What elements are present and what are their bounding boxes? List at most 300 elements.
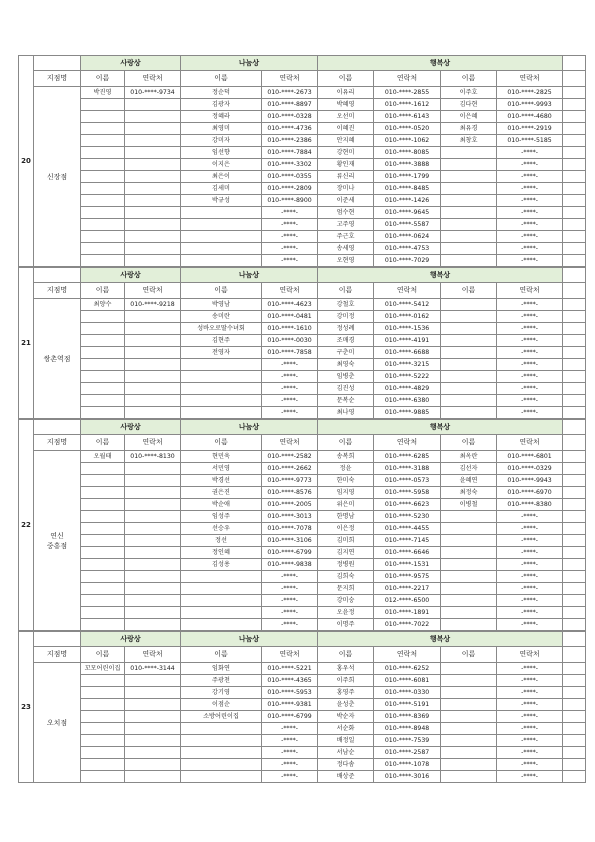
share-contact-cell: 010-****-2582 (262, 451, 318, 463)
share-contact-cell: 010-****-4623 (262, 299, 318, 311)
happy-2-name-cell (441, 607, 497, 619)
happy-name-cell: 김희숙 (318, 571, 374, 583)
happy-name-cell: 김지연 (318, 547, 374, 559)
happy-name-cell: 이은정 (318, 523, 374, 535)
happy-2-name-cell (441, 299, 497, 311)
trailing-blank (563, 735, 586, 747)
happy-name-cell: 한미숙 (318, 475, 374, 487)
love-name-cell (81, 371, 125, 383)
happy-name-cell: 서순화 (318, 723, 374, 735)
trailing-blank (563, 475, 586, 487)
trailing-blank (563, 771, 586, 783)
share-contact-cell: -****- (262, 771, 318, 783)
happy-name-cell: 주근호 (318, 231, 374, 243)
table-row (19, 663, 586, 675)
share-name-cell (181, 207, 262, 219)
love-name-column-header: 이름 (81, 647, 125, 663)
happy-2-contact-cell: -****- (497, 583, 563, 595)
happy-2-name-cell (441, 559, 497, 571)
trailing-blank (563, 347, 586, 359)
header-blank (34, 420, 81, 435)
table-row (19, 475, 586, 487)
love-contact-column-header: 연락처 (125, 71, 181, 87)
share-name-cell (181, 771, 262, 783)
love-name-cell (81, 99, 125, 111)
share-contact-cell: 010-****-2005 (262, 499, 318, 511)
happy-contact-cell: 010-****-0330 (374, 687, 441, 699)
share-name-cell: 최은이 (181, 171, 262, 183)
award-happy-header: 행복상 (318, 632, 563, 647)
share-contact-cell: -****- (262, 571, 318, 583)
share-contact-cell: -****- (262, 747, 318, 759)
share-name-cell: 송미란 (181, 311, 262, 323)
share-name-cell (181, 359, 262, 371)
share-name-cell: 소방어린이집 (181, 711, 262, 723)
happy-2-contact-cell: -****- (497, 159, 563, 171)
table-row (19, 147, 586, 159)
happy-contact-cell: 010-****-1062 (374, 135, 441, 147)
trailing-blank (563, 395, 586, 407)
share-name-cell (181, 607, 262, 619)
trailing-blank (563, 135, 586, 147)
happy-name-cell: 홍영주 (318, 687, 374, 699)
love-contact-cell (125, 475, 181, 487)
love-contact-column-header: 연락처 (125, 435, 181, 451)
happy-name-cell: 최영숙 (318, 359, 374, 371)
share-name-cell: 현민욱 (181, 451, 262, 463)
share-contact-column-header: 연락처 (262, 435, 318, 451)
table-row (19, 595, 586, 607)
share-name-cell: 권은진 (181, 487, 262, 499)
love-contact-cell (125, 99, 181, 111)
love-contact-cell (125, 311, 181, 323)
table-row (19, 723, 586, 735)
happy-2-name-cell (441, 711, 497, 723)
happy-name-cell: 김미희 (318, 535, 374, 547)
happy-contact-cell: 010-****-1799 (374, 171, 441, 183)
love-name-cell (81, 699, 125, 711)
happy-name-2-column-header: 이름 (441, 435, 497, 451)
happy-contact-cell: 010-****-4753 (374, 243, 441, 255)
branch-name-line: 연신 (50, 531, 64, 540)
share-contact-cell: 010-****-3013 (262, 511, 318, 523)
happy-2-contact-cell: -****- (497, 511, 563, 523)
share-contact-cell: -****- (262, 219, 318, 231)
table-row (19, 219, 586, 231)
happy-2-name-cell (441, 255, 497, 267)
table-row (19, 311, 586, 323)
happy-contact-cell: 010-****-4829 (374, 383, 441, 395)
trailing-blank (563, 499, 586, 511)
happy-2-contact-cell: -****- (497, 747, 563, 759)
table-row (19, 123, 586, 135)
happy-2-contact-cell: -****- (497, 559, 563, 571)
happy-name-cell: 박혜영 (318, 99, 374, 111)
happy-2-name-cell (441, 547, 497, 559)
table-row (19, 359, 586, 371)
table-row (19, 523, 586, 535)
happy-name-cell: 오윤정 (318, 607, 374, 619)
love-name-cell (81, 395, 125, 407)
happy-2-name-cell: 김다현 (441, 99, 497, 111)
happy-2-name-cell (441, 183, 497, 195)
trailing-blank (563, 663, 586, 675)
trailing-blank (563, 759, 586, 771)
table-row (19, 451, 586, 463)
header-trailing-blank (563, 632, 586, 647)
branch-name-line: 오치점 (46, 718, 68, 727)
share-name-cell: 이지은 (181, 159, 262, 171)
trailing-blank (563, 283, 586, 299)
trailing-blank (563, 487, 586, 499)
happy-contact-cell: 010-****-1612 (374, 99, 441, 111)
love-contact-cell (125, 243, 181, 255)
love-contact-cell (125, 323, 181, 335)
happy-name-cell: 강미숭 (318, 595, 374, 607)
share-name-cell (181, 383, 262, 395)
branch-column-header: 지점명 (34, 283, 81, 299)
love-contact-cell (125, 759, 181, 771)
share-contact-cell: -****- (262, 231, 318, 243)
table-row (19, 711, 586, 723)
happy-contact-cell: 010-****-1078 (374, 759, 441, 771)
happy-name-cell: 류신리 (318, 171, 374, 183)
love-contact-cell (125, 183, 181, 195)
trailing-blank (563, 87, 586, 99)
happy-2-name-cell (441, 759, 497, 771)
happy-contact-cell: 010-****-4455 (374, 523, 441, 535)
happy-contact-cell: 010-****-5412 (374, 299, 441, 311)
happy-name-cell: 임지영 (318, 487, 374, 499)
love-name-cell (81, 475, 125, 487)
happy-2-contact-cell: -****- (497, 723, 563, 735)
happy-name-cell: 고주영 (318, 219, 374, 231)
happy-name-cell: 정성례 (318, 323, 374, 335)
love-name-cell (81, 771, 125, 783)
love-name-cell (81, 335, 125, 347)
love-name-cell (81, 219, 125, 231)
happy-2-contact-cell: -****- (497, 147, 563, 159)
love-name-cell (81, 359, 125, 371)
love-contact-cell: 010-****-9218 (125, 299, 181, 311)
happy-contact-2-column-header: 연락처 (497, 647, 563, 663)
love-contact-cell (125, 687, 181, 699)
happy-2-name-cell (441, 699, 497, 711)
love-name-cell (81, 675, 125, 687)
share-contact-cell: 010-****-4736 (262, 123, 318, 135)
share-contact-cell: 010-****-2673 (262, 87, 318, 99)
love-contact-cell: 010-****-3144 (125, 663, 181, 675)
trailing-blank (563, 71, 586, 87)
happy-2-name-cell (441, 511, 497, 523)
love-contact-cell (125, 371, 181, 383)
happy-contact-cell: 010-****-6081 (374, 675, 441, 687)
happy-contact-cell: 010-****-8948 (374, 723, 441, 735)
share-name-cell: 강미자 (181, 135, 262, 147)
table-row (19, 535, 586, 547)
table-row (19, 231, 586, 243)
table-row (19, 255, 586, 267)
share-name-column-header: 이름 (181, 647, 262, 663)
happy-2-contact-cell: -****- (497, 619, 563, 631)
award-happy-header: 행복상 (318, 268, 563, 283)
table-row (19, 347, 586, 359)
table-row (19, 299, 586, 311)
share-contact-cell: -****- (262, 583, 318, 595)
trailing-blank (563, 171, 586, 183)
share-name-cell (181, 723, 262, 735)
share-name-cell: 임화연 (181, 663, 262, 675)
love-name-column-header: 이름 (81, 71, 125, 87)
happy-name-column-header: 이름 (318, 71, 374, 87)
happy-name-cell: 박순자 (318, 711, 374, 723)
happy-2-name-cell (441, 147, 497, 159)
happy-contact-cell: 010-****-6646 (374, 547, 441, 559)
branch-number: 23 (19, 632, 34, 783)
table-row (19, 395, 586, 407)
love-contact-cell (125, 675, 181, 687)
share-contact-cell: 010-****-5221 (262, 663, 318, 675)
happy-2-contact-cell: 010-****-2825 (497, 87, 563, 99)
branch-award-table (18, 267, 586, 419)
branch-award-table (18, 419, 586, 631)
branch-name-line: 중흥점 (46, 541, 68, 550)
trailing-blank (563, 451, 586, 463)
award-love-header: 사랑상 (81, 268, 181, 283)
share-name-cell (181, 595, 262, 607)
happy-contact-cell: 010-****-5222 (374, 371, 441, 383)
love-name-cell (81, 255, 125, 267)
happy-2-contact-cell: -****- (497, 699, 563, 711)
share-name-cell: 임성주 (181, 511, 262, 523)
happy-2-name-cell (441, 323, 497, 335)
happy-contact-cell: 010-****-5587 (374, 219, 441, 231)
share-contact-cell: 010-****-7884 (262, 147, 318, 159)
happy-contact-cell: 010-****-5958 (374, 487, 441, 499)
happy-2-name-cell (441, 219, 497, 231)
award-happy-header: 행복상 (318, 420, 563, 435)
love-contact-cell (125, 463, 181, 475)
branch-award-table (18, 631, 586, 783)
table-row (19, 383, 586, 395)
share-contact-cell: -****- (262, 395, 318, 407)
love-name-cell (81, 159, 125, 171)
share-name-cell (181, 395, 262, 407)
award-share-header: 나눔상 (181, 632, 318, 647)
share-contact-cell: 010-****-4365 (262, 675, 318, 687)
share-contact-cell: 010-****-0328 (262, 111, 318, 123)
love-contact-column-header: 연락처 (125, 283, 181, 299)
share-contact-cell: 010-****-3302 (262, 159, 318, 171)
share-name-cell (181, 371, 262, 383)
happy-name-cell: 강미정 (318, 311, 374, 323)
award-love-header: 사랑상 (81, 420, 181, 435)
share-name-cell: 정선 (181, 535, 262, 547)
table-row (19, 111, 586, 123)
share-name-cell: 강기영 (181, 687, 262, 699)
share-name-cell (181, 219, 262, 231)
trailing-blank (563, 535, 586, 547)
trailing-blank (563, 195, 586, 207)
branch-name-line: 쌍촌역점 (43, 354, 71, 363)
trailing-blank (563, 723, 586, 735)
happy-contact-2-column-header: 연락처 (497, 283, 563, 299)
header-blank (34, 268, 81, 283)
share-contact-cell: 010-****-0355 (262, 171, 318, 183)
trailing-blank (563, 607, 586, 619)
share-contact-cell: -****- (262, 383, 318, 395)
love-name-cell: 꼬모어린이집 (81, 663, 125, 675)
happy-2-contact-cell: -****- (497, 547, 563, 559)
love-name-column-header: 이름 (81, 283, 125, 299)
happy-2-name-cell: 김선자 (441, 463, 497, 475)
happy-contact-cell: 010-****-7539 (374, 735, 441, 747)
love-contact-cell (125, 559, 181, 571)
table-row (19, 571, 586, 583)
share-contact-cell: 010-****-9838 (262, 559, 318, 571)
share-contact-cell: 010-****-3106 (262, 535, 318, 547)
share-name-cell: 박경선 (181, 475, 262, 487)
love-name-cell (81, 735, 125, 747)
table-row (19, 135, 586, 147)
happy-contact-cell: 012-****-6500 (374, 595, 441, 607)
love-name-cell (81, 323, 125, 335)
share-contact-cell: 010-****-2809 (262, 183, 318, 195)
happy-2-name-cell: 최정숙 (441, 487, 497, 499)
share-name-column-header: 이름 (181, 435, 262, 451)
branch-number: 20 (19, 56, 34, 267)
happy-contact-cell: 010-****-2587 (374, 747, 441, 759)
happy-2-name-cell: 윤혜연 (441, 475, 497, 487)
happy-contact-2-column-header: 연락처 (497, 71, 563, 87)
happy-name-cell: 문지희 (318, 583, 374, 595)
happy-2-name-cell (441, 159, 497, 171)
love-name-cell (81, 347, 125, 359)
happy-2-contact-cell: -****- (497, 219, 563, 231)
love-contact-cell (125, 523, 181, 535)
happy-contact-cell: 010-****-9575 (374, 571, 441, 583)
trailing-blank (563, 463, 586, 475)
table-row (19, 771, 586, 783)
happy-name-cell: 조매경 (318, 335, 374, 347)
happy-name-cell: 김진성 (318, 383, 374, 395)
happy-contact-cell: 010-****-4191 (374, 335, 441, 347)
happy-2-contact-cell: -****- (497, 607, 563, 619)
love-name-cell (81, 231, 125, 243)
love-contact-cell (125, 595, 181, 607)
love-contact-cell (125, 231, 181, 243)
happy-contact-cell: 010-****-3888 (374, 159, 441, 171)
love-contact-cell (125, 771, 181, 783)
trailing-blank (563, 547, 586, 559)
table-row (19, 195, 586, 207)
table-row (19, 607, 586, 619)
happy-2-contact-cell: -****- (497, 171, 563, 183)
happy-2-name-cell (441, 619, 497, 631)
happy-2-contact-cell: -****- (497, 759, 563, 771)
share-contact-column-header: 연락처 (262, 647, 318, 663)
love-name-cell (81, 383, 125, 395)
happy-contact-cell: 010-****-3016 (374, 771, 441, 783)
share-contact-cell: 010-****-8900 (262, 195, 318, 207)
share-name-cell (181, 243, 262, 255)
trailing-blank (563, 523, 586, 535)
love-name-column-header: 이름 (81, 435, 125, 451)
happy-2-contact-cell: -****- (497, 571, 563, 583)
happy-2-name-cell (441, 747, 497, 759)
happy-2-name-cell (441, 243, 497, 255)
happy-name-cell: 문복순 (318, 395, 374, 407)
happy-contact-column-header: 연락처 (374, 71, 441, 87)
happy-2-name-cell (441, 207, 497, 219)
happy-contact-cell: 010-****-6252 (374, 663, 441, 675)
branch-column-header: 지점명 (34, 647, 81, 663)
love-name-cell (81, 487, 125, 499)
happy-2-contact-cell: -****- (497, 407, 563, 419)
love-name-cell (81, 123, 125, 135)
share-contact-cell: -****- (262, 359, 318, 371)
share-contact-cell: -****- (262, 619, 318, 631)
love-contact-cell (125, 583, 181, 595)
happy-2-name-cell: 최창호 (441, 135, 497, 147)
trailing-blank (563, 511, 586, 523)
table-row (19, 499, 586, 511)
happy-2-name-cell (441, 311, 497, 323)
happy-2-contact-cell: -****- (497, 323, 563, 335)
happy-name-cell: 이준세 (318, 195, 374, 207)
happy-2-name-cell: 최옥란 (441, 451, 497, 463)
share-contact-cell: -****- (262, 243, 318, 255)
love-name-cell (81, 595, 125, 607)
happy-contact-cell: 010-****-8369 (374, 711, 441, 723)
happy-2-contact-cell: -****- (497, 243, 563, 255)
trailing-blank (563, 647, 586, 663)
happy-contact-cell: 010-****-6143 (374, 111, 441, 123)
happy-name-cell: 송복희 (318, 451, 374, 463)
happy-contact-cell: 010-****-0573 (374, 475, 441, 487)
trailing-blank (563, 159, 586, 171)
branch-column-header: 지점명 (34, 71, 81, 87)
share-name-cell: 김현주 (181, 335, 262, 347)
happy-2-contact-cell: -****- (497, 255, 563, 267)
happy-2-name-cell (441, 571, 497, 583)
share-name-cell: 정순덕 (181, 87, 262, 99)
table-row (19, 99, 586, 111)
share-name-cell: 정혜라 (181, 111, 262, 123)
love-name-cell (81, 407, 125, 419)
trailing-blank (563, 99, 586, 111)
trailing-blank (563, 111, 586, 123)
happy-name-cell: 이혜진 (318, 123, 374, 135)
happy-2-contact-cell: -****- (497, 771, 563, 783)
award-share-header: 나눔상 (181, 268, 318, 283)
share-contact-cell: -****- (262, 735, 318, 747)
table-row (19, 159, 586, 171)
table-row (19, 559, 586, 571)
share-name-cell: 김광자 (181, 99, 262, 111)
trailing-blank (563, 619, 586, 631)
share-name-cell (181, 407, 262, 419)
love-contact-cell (125, 619, 181, 631)
trailing-blank (563, 123, 586, 135)
share-contact-cell: 010-****-8576 (262, 487, 318, 499)
table-row (19, 371, 586, 383)
table-row (19, 323, 586, 335)
love-name-cell (81, 243, 125, 255)
happy-name-cell: 서남순 (318, 747, 374, 759)
happy-2-contact-cell: 010-****-5185 (497, 135, 563, 147)
love-contact-cell (125, 359, 181, 371)
